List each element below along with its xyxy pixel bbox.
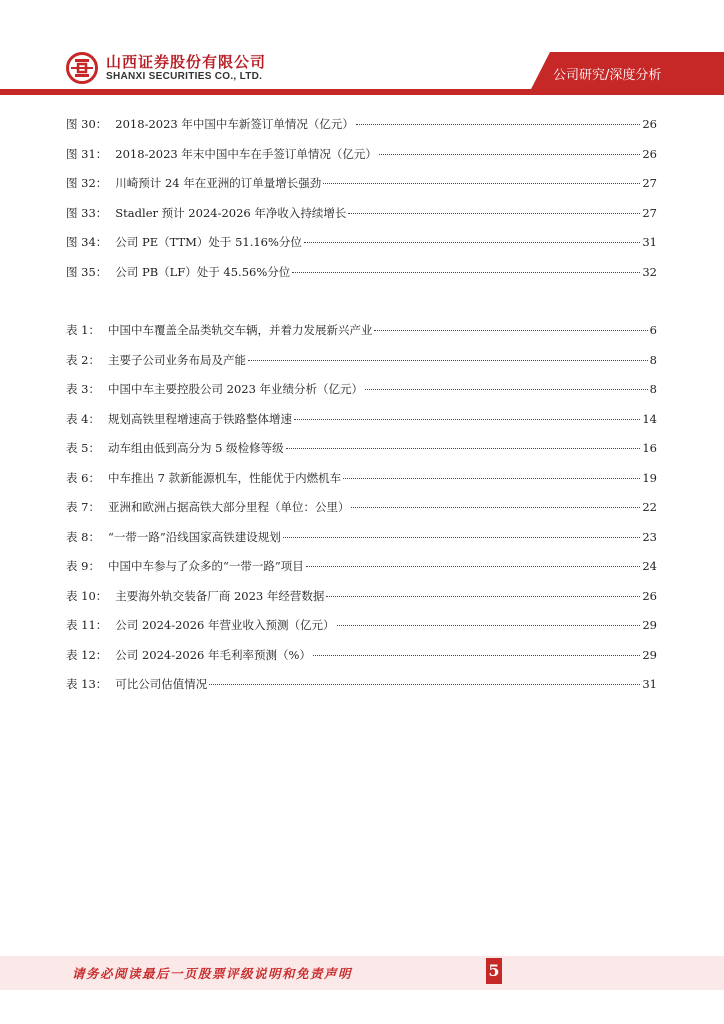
toc-table-entry[interactable] xyxy=(66,316,657,346)
section-label: 公司研究/深度分析 xyxy=(553,68,662,83)
toc-entry-label: 表 6： xyxy=(66,470,100,485)
toc-entry-title: 动车组由低到高分为 5 级检修等级 xyxy=(107,441,284,455)
toc-entry-page: 8 xyxy=(649,352,657,367)
toc-entry-title: 中国中车主要控股公司 2023 年业绩分析（亿元） xyxy=(107,382,364,396)
toc-entry-title: 规划高铁里程增速高于铁路整体增速 xyxy=(107,411,292,426)
toc-table-entry[interactable] xyxy=(66,434,657,464)
toc-entry-title: 公司 2024-2026 年毛利率预测（%） xyxy=(115,647,311,662)
toc-table-entry[interactable] xyxy=(66,493,657,523)
toc-leader-dots xyxy=(351,507,640,508)
toc-figure-entry[interactable] xyxy=(66,169,657,199)
page-header xyxy=(0,0,724,100)
toc-entry-title: 公司 PB（LF）处于 45.56%分位 xyxy=(115,264,291,279)
toc-entry-label: 表 3： xyxy=(66,382,100,396)
toc-entry-title: 亚洲和欧洲占据高铁大部分里程（单位：公里） xyxy=(107,500,350,514)
table-list xyxy=(66,316,657,700)
toc-entry-label: 图 34： xyxy=(66,235,108,249)
toc-table-entry[interactable] xyxy=(66,346,657,376)
toc-leader-dots xyxy=(323,183,640,184)
toc-entry-page: 22 xyxy=(642,500,657,514)
toc-figure-entry[interactable] xyxy=(66,258,657,288)
toc-entry-title: 川崎预计 24 年在亚洲的订单量增长强劲 xyxy=(115,176,322,190)
page-number: 5 xyxy=(486,958,502,984)
toc-leader-dots xyxy=(304,242,640,243)
company-name-en: SHANXI SECURITIES CO., LTD. xyxy=(106,71,263,82)
toc-entry-label: 图 33： xyxy=(66,205,108,220)
toc-entry-page: 29 xyxy=(642,647,657,662)
toc-entry-label: 图 31： xyxy=(66,146,108,161)
toc-leader-dots xyxy=(306,566,641,567)
toc-entry-label: 表 7： xyxy=(66,500,100,514)
toc-entry-page: 16 xyxy=(642,441,657,455)
toc-leader-dots xyxy=(283,537,641,538)
toc-figure-entry[interactable] xyxy=(66,228,657,258)
toc-leader-dots xyxy=(326,596,640,597)
toc-figure-entry[interactable] xyxy=(66,140,657,170)
toc-leader-dots xyxy=(337,625,641,626)
toc-entry-page: 26 xyxy=(642,588,657,603)
toc-entry-title: 主要子公司业务布局及产能 xyxy=(107,352,246,367)
shanxi-securities-logo-icon xyxy=(66,52,98,84)
toc-entry-page: 26 xyxy=(642,117,657,131)
toc-table-entry[interactable] xyxy=(66,464,657,494)
toc-leader-dots xyxy=(356,124,640,125)
toc-entry-label: 表 4： xyxy=(66,411,100,426)
toc-entry-page: 29 xyxy=(642,618,657,632)
toc-leader-dots xyxy=(374,330,647,331)
toc-table-entry[interactable] xyxy=(66,552,657,582)
toc-entry-page: 26 xyxy=(642,146,657,161)
toc-entry-label: 表 1： xyxy=(66,323,100,337)
toc-leader-dots xyxy=(348,213,640,214)
footer-disclaimer: 请务必阅读最后一页股票评级说明和免责声明 xyxy=(72,966,353,981)
toc-leader-dots xyxy=(294,419,640,420)
toc-leader-dots xyxy=(248,360,648,361)
toc-entry-title: 中国中车参与了众多的“一带一路”项目 xyxy=(107,559,304,573)
toc-entry-label: 表 2： xyxy=(66,352,100,367)
toc-entry-label: 表 10： xyxy=(66,588,108,603)
toc-entry-title: 公司 PE（TTM）处于 51.16%分位 xyxy=(115,235,302,249)
toc-entry-label: 表 8： xyxy=(66,529,100,544)
toc-entry-page: 19 xyxy=(642,470,657,485)
toc-entry-label: 表 5： xyxy=(66,441,100,455)
toc-entry-page: 27 xyxy=(642,205,657,220)
toc-entry-label: 表 9： xyxy=(66,559,100,573)
toc-figure-entry[interactable] xyxy=(66,199,657,229)
toc-table-entry[interactable] xyxy=(66,405,657,435)
toc-entry-title: 中国中车覆盖全品类轨交车辆，并着力发展新兴产业 xyxy=(107,323,373,337)
toc-table-entry[interactable] xyxy=(66,641,657,671)
toc-entry-page: 27 xyxy=(642,176,657,190)
toc xyxy=(66,110,657,700)
toc-entry-label: 图 32： xyxy=(66,176,108,190)
toc-entry-title: 公司 2024-2026 年营业收入预测（亿元） xyxy=(115,618,335,632)
toc-entry-page: 6 xyxy=(649,323,657,337)
toc-entry-title: 2018-2023 年中国中车新签订单情况（亿元） xyxy=(115,117,354,131)
toc-table-entry[interactable] xyxy=(66,582,657,612)
toc-entry-page: 32 xyxy=(642,264,657,279)
toc-leader-dots xyxy=(365,389,648,390)
toc-table-entry[interactable] xyxy=(66,375,657,405)
toc-entry-title: 主要海外轨交装备厂商 2023 年经营数据 xyxy=(115,588,325,603)
toc-table-entry[interactable] xyxy=(66,611,657,641)
toc-entry-title: Stadler 预计 2024-2026 年净收入持续增长 xyxy=(115,205,347,220)
toc-entry-page: 8 xyxy=(649,382,657,396)
toc-leader-dots xyxy=(343,478,640,479)
toc-entry-page: 24 xyxy=(642,559,657,573)
toc-table-entry[interactable] xyxy=(66,523,657,553)
toc-entry-page: 31 xyxy=(642,235,657,249)
toc-entry-title: 可比公司估值情况 xyxy=(115,677,208,691)
toc-table-entry[interactable] xyxy=(66,670,657,700)
toc-entry-label: 表 11： xyxy=(66,618,108,632)
toc-entry-page: 31 xyxy=(642,677,657,691)
toc-leader-dots xyxy=(313,655,640,656)
toc-entry-label: 表 12： xyxy=(66,647,108,662)
toc-leader-dots xyxy=(379,154,640,155)
toc-leader-dots xyxy=(286,448,641,449)
toc-entry-label: 图 30： xyxy=(66,117,108,131)
toc-entry-title: 中车推出 7 款新能源机车，性能优于内燃机车 xyxy=(107,470,342,485)
toc-entry-label: 图 35： xyxy=(66,264,108,279)
toc-entry-page: 23 xyxy=(642,529,657,544)
toc-entry-title: 2018-2023 年末中国中车在手签订单情况（亿元） xyxy=(115,146,377,161)
toc-figure-entry[interactable] xyxy=(66,110,657,140)
company-name-cn: 山西证券股份有限公司 xyxy=(106,53,267,71)
toc-leader-dots xyxy=(292,272,640,273)
toc-entry-title: “一带一路”沿线国家高铁建设规划 xyxy=(107,529,281,544)
figure-list xyxy=(66,110,657,287)
toc-entry-page: 14 xyxy=(642,411,657,426)
toc-leader-dots xyxy=(209,684,640,685)
toc-entry-label: 表 13： xyxy=(66,677,108,691)
